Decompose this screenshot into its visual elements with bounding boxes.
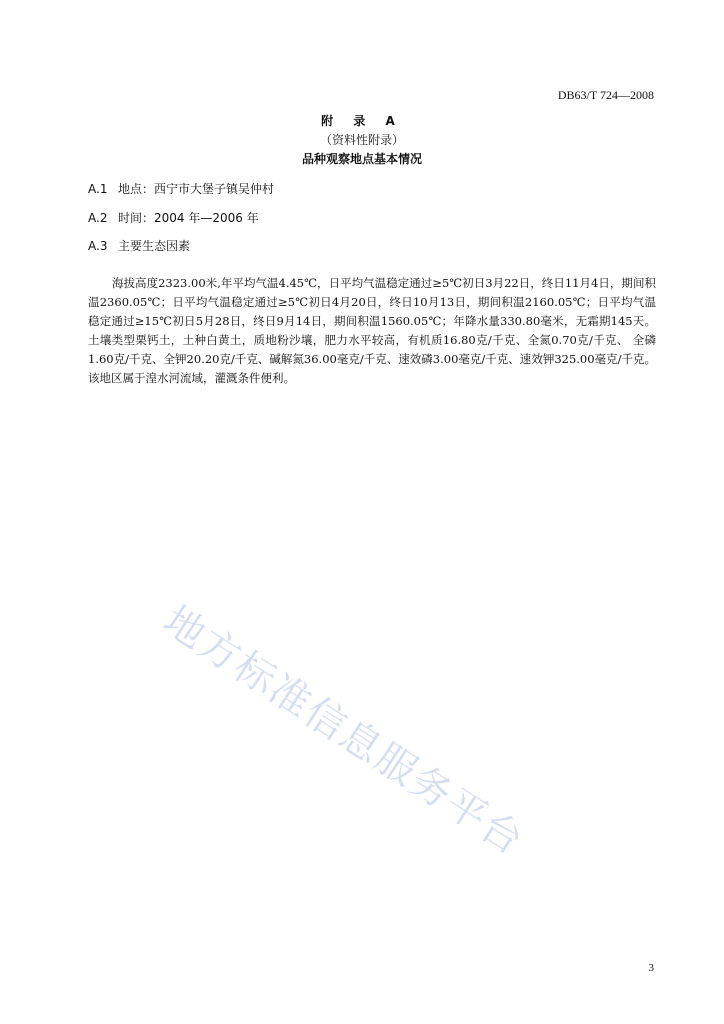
clause-a1 [88,180,274,197]
watermark: 地方标准信息服务平台 [155,597,533,865]
clause-text: 时间：2004 年—2006 年 [118,211,259,225]
annex-title: 附 录 A [321,114,403,128]
annex-heading: 品种观察地点基本情况 [301,152,422,166]
annex-note: （资料性附录） [319,133,404,147]
clause-text: 主要生态因素 [118,239,191,253]
clause-a2 [88,209,259,226]
document-code: DB63/T 724—2008 [557,88,654,102]
clause-text: 地点：西宁市大堡子镇吴仲村 [118,182,275,196]
clause-a3 [88,237,190,254]
page-number: 3 [648,962,654,974]
clause-number: A.2 [88,211,108,225]
clause-number: A.1 [88,182,108,196]
ecology-paragraph: 海拔高度2323.00米,年平均气温4.45℃，日平均气温稳定通过≥5℃初日3月22日，终日11月4日，期间积温2360.05℃；日平均气温稳定通过≥5℃初日4月20日，终日10月13日，期间积温2160.05℃；日平均气温稳定通过≥15℃初日5月28日，终日9月14日，期间积温1560.05℃；年降水量330.80毫米，无霜期145天。土壤类型栗钙土，土种白黄土，质地粉沙壤，肥力水平较高，有机质16.80克/千克、全氮0.70克/千克、 全磷 1.60克/千克、全钾20.20克/千克、碱解氮36.00毫克/千克、速效磷3.00毫克/千克、速效钾325.00毫克/千克。该地区属于湟水河流域，灌溉条件便利。 [88,275,656,385]
clause-number: A.3 [88,239,108,253]
